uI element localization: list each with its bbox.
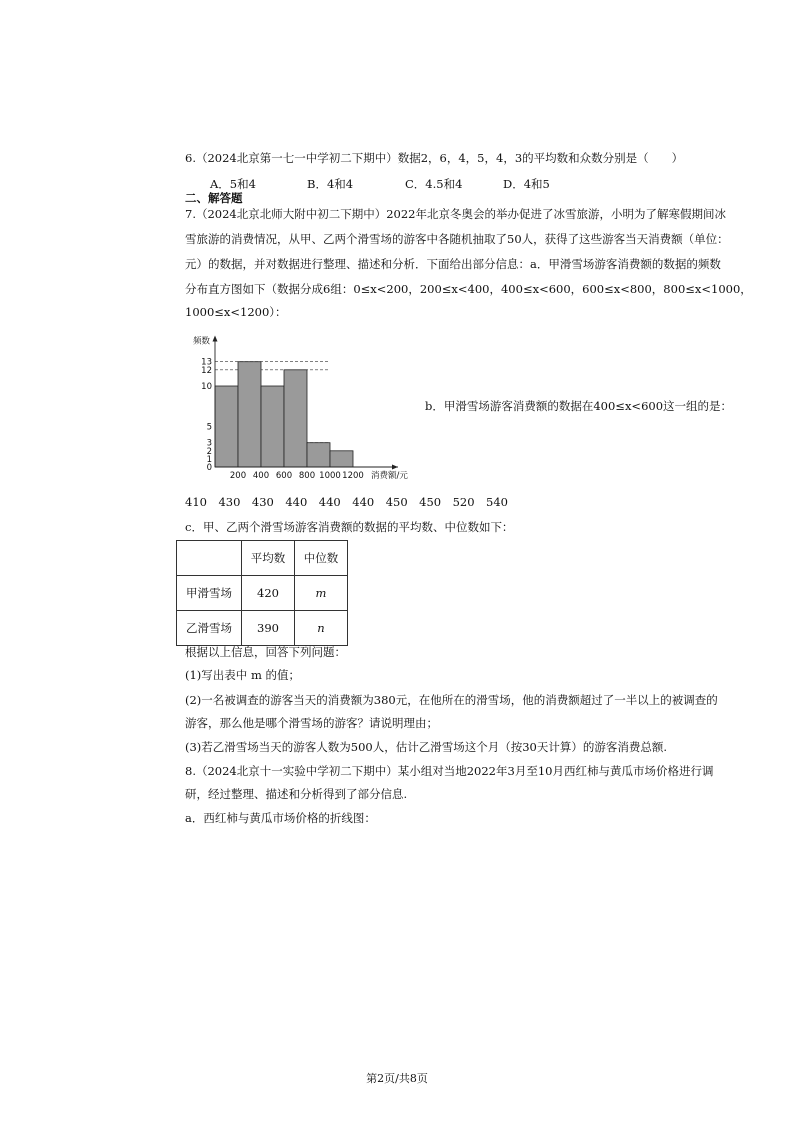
q7-after-3: (2)一名被调查的游客当天的消费额为380元，在他所在的滑雪场，他的消费额超过了一半以上的被调查的 bbox=[185, 693, 718, 707]
q6-choice-d: D．4和5 bbox=[503, 177, 550, 191]
x-axis-label: 消费额/元 bbox=[371, 471, 408, 480]
q7-data-row: 410 430 430 440 440 440 450 450 520 540 bbox=[185, 495, 508, 509]
histogram-bar bbox=[261, 386, 284, 467]
q7-after-1: 根据以上信息，回答下列问题： bbox=[185, 645, 346, 659]
q7-line-3: 元）的数据，并对数据进行整理、描述和分析．下面给出部分信息：a．甲滑雪场游客消费额的数据的频数 bbox=[185, 257, 721, 271]
y-tick-label: 0 bbox=[206, 463, 212, 473]
q7-part-c: c．甲、乙两个滑雪场游客消费额的数据的平均数、中位数如下： bbox=[185, 520, 514, 534]
y-tick-label: 5 bbox=[206, 422, 212, 433]
table-header-cell bbox=[177, 541, 242, 576]
table-row bbox=[177, 576, 348, 611]
q8-line-2: 研，经过整理、描述和分析得到了部分信息. bbox=[185, 787, 408, 801]
q8-line-3: a．西红柿与黄瓜市场价格的折线图： bbox=[185, 811, 376, 825]
q7-line-5: 1000≤x<1200）： bbox=[185, 305, 287, 319]
table-cell: 420 bbox=[242, 576, 295, 611]
y-axis-label: 频数 bbox=[193, 336, 211, 347]
y-tick-label: 2 bbox=[206, 446, 212, 457]
q6-choice-a: A．5和4 bbox=[210, 177, 256, 191]
table-cell: 甲滑雪场 bbox=[177, 576, 242, 611]
x-tick-label: 1000 bbox=[319, 471, 341, 480]
x-tick-label: 400 bbox=[252, 471, 270, 480]
section-title: 二、解答题 bbox=[185, 191, 243, 205]
q7-after-5: (3)若乙滑雪场当天的游客人数为500人，估计乙滑雪场这个月（按30天计算）的游客消费总额. bbox=[185, 740, 668, 754]
stats-table bbox=[176, 540, 348, 646]
q7-after-2: (1)写出表中 m 的值； bbox=[185, 668, 301, 682]
q6-choice-b: B．4和4 bbox=[307, 177, 354, 191]
y-tick-label: 10 bbox=[201, 382, 212, 392]
histogram-bar bbox=[330, 451, 353, 467]
table-header-cell: 中位数 bbox=[295, 541, 348, 576]
histogram-chart bbox=[180, 328, 450, 480]
x-tick-label: 800 bbox=[298, 471, 316, 480]
y-tick-label: 1 bbox=[206, 454, 212, 465]
q6-stem: 6.（2024北京第一七一中学初二下期中）数据2，6，4，5，4，3的平均数和众数分别是（ ） bbox=[185, 151, 684, 165]
table-cell: m bbox=[295, 576, 348, 611]
q7-line-4: 分布直方图如下（数据分成6组：0≤x<200，200≤x<400，400≤x<600，600≤x<800，800≤x<1000， bbox=[185, 282, 752, 296]
q7-after-4: 游客，那么他是哪个滑雪场的游客？请说明理由； bbox=[185, 716, 438, 730]
x-tick-label: 1200 bbox=[342, 471, 364, 480]
q7-line-2: 雪旅游的消费情况，从甲、乙两个滑雪场的游客中各随机抽取了50人，获得了这些游客当天消费额（单位： bbox=[185, 232, 729, 246]
histogram-bar bbox=[307, 443, 330, 467]
histogram-bar bbox=[238, 362, 261, 467]
histogram-bar bbox=[284, 370, 307, 467]
y-tick-label: 12 bbox=[201, 365, 212, 376]
q6-choice-c: C．4.5和4 bbox=[405, 177, 463, 191]
x-tick-label: 200 bbox=[229, 471, 247, 480]
q8-line-1: 8.（2024北京十一实验中学初二下期中）某小组对当地2022年3月至10月西红柿与黄瓜市场价格进行调 bbox=[185, 764, 714, 778]
y-axis-arrow bbox=[213, 336, 218, 342]
y-tick-label: 3 bbox=[206, 438, 212, 449]
y-tick-label: 13 bbox=[201, 357, 212, 368]
q7-line-1: 7.（2024北京北师大附中初二下期中）2022年北京冬奥会的举办促进了冰雪旅游，小明为了解寒假期间冰 bbox=[185, 207, 727, 221]
x-tick-label: 600 bbox=[275, 471, 293, 480]
table-header-row bbox=[177, 541, 348, 576]
x-axis-arrow bbox=[392, 465, 398, 470]
table-cell: 390 bbox=[242, 611, 295, 646]
table-cell: 乙滑雪场 bbox=[177, 611, 242, 646]
histogram-bar bbox=[215, 386, 238, 467]
table-cell: n bbox=[295, 611, 348, 646]
page-footer: 第2页/共8页 bbox=[366, 1072, 428, 1085]
q7-part-b: b．甲滑雪场游客消费额的数据在400≤x<600这一组的是： bbox=[425, 399, 733, 413]
table-header-cell: 平均数 bbox=[242, 541, 295, 576]
